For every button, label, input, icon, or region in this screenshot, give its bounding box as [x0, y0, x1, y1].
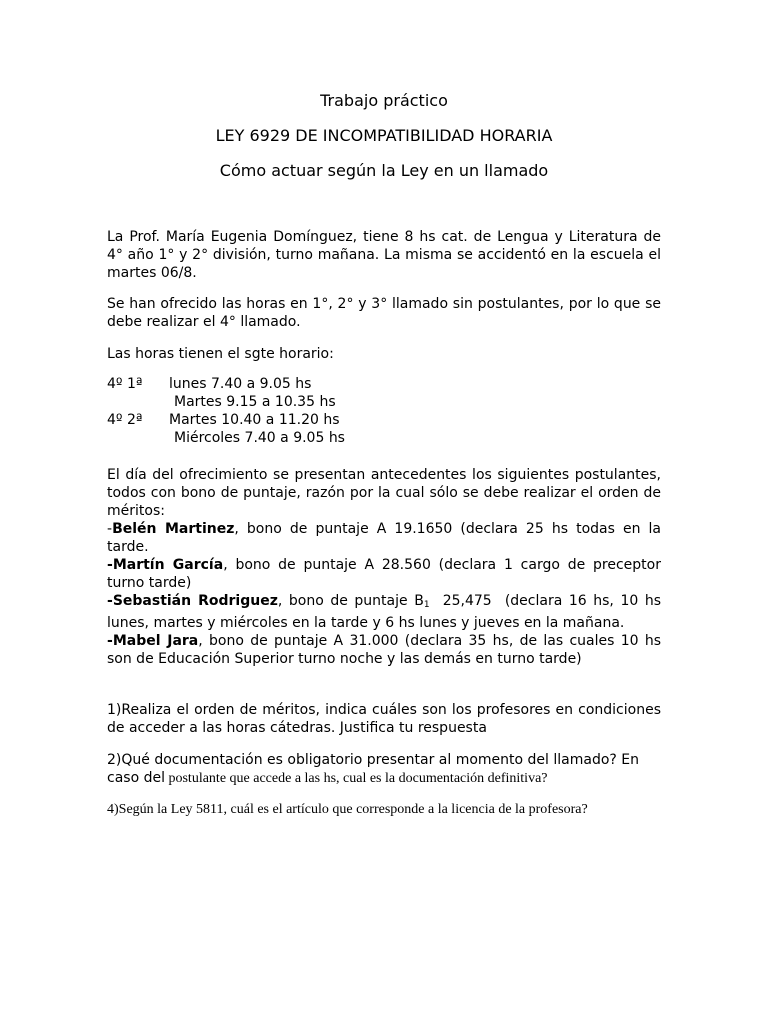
- document-subtitle: Cómo actuar según la Ley en un llamado: [219, 161, 549, 180]
- schedule-row: [107, 411, 407, 429]
- candidate-name: Belén Martinez: [112, 521, 235, 537]
- schedule-time: Martes 10.40 a 11.20 hs: [169, 412, 340, 428]
- schedule-row: [107, 375, 407, 393]
- schedule-group: 4º 2ª: [107, 412, 143, 428]
- document-title: Trabajo práctico: [320, 91, 448, 110]
- question-2: 2)Qué documentación es obligatorio presentar al momento del llamado? En caso del postulante que accede a las hs, cual es la documentación definitiva?: [107, 752, 640, 786]
- question-1: 1)Realiza el orden de méritos, indica cuáles son los profesores en condiciones de acceder a las horas cátedras. Justifica tu respuesta: [107, 702, 661, 736]
- schedule-time: Miércoles 7.40 a 9.05 hs: [174, 430, 345, 446]
- candidate-item: -Martín García, bono de puntaje A 28.560 (declara 1 cargo de preceptor turno tarde): [107, 557, 661, 591]
- candidates-section: [107, 466, 666, 668]
- schedule-group: 4º 1ª: [107, 376, 143, 392]
- schedule-list: [107, 375, 407, 447]
- question-4: 4)Según la Ley 5811, cuál es el artículo que corresponde a la licencia de la profesora?: [107, 802, 588, 817]
- schedule-time: lunes 7.40 a 9.05 hs: [169, 376, 312, 392]
- schedule-row: [107, 393, 407, 411]
- candidates-intro: El día del ofrecimiento se presentan antecedentes los siguientes postulantes, todos con bono de puntaje, razón por la cual sólo se debe realizar el orden de méritos:: [107, 467, 661, 519]
- schedule-time: Martes 9.15 a 10.35 hs: [174, 394, 336, 410]
- intro-paragraph-1: La Prof. María Eugenia Domínguez, tiene 8 hs cat. de Lengua y Literatura de 4° año 1° y 2° división, turno mañana. La misma se accidentó en la escuela el martes 06/8.: [107, 229, 661, 281]
- intro-paragraph-3: Las horas tienen el sgte horario:: [107, 346, 334, 362]
- candidate-item: -Sebastián Rodriguez, bono de puntaje $B_1$ 25,475 (declara 16 hs, 10 hs lunes, martes y miércoles en la tarde y 6 hs lunes y jueves en la mañana.: [107, 593, 666, 631]
- candidate-name: -Sebastián Rodriguez: [107, 593, 278, 609]
- candidate-name: -Mabel Jara: [107, 633, 199, 649]
- candidate-item: -Mabel Jara, bono de puntaje A 31.000 (declara 35 hs, de las cuales 10 hs son de Educación Superior turno noche y las demás en turno tarde): [107, 633, 662, 667]
- schedule-row: [107, 429, 407, 447]
- candidate-name: -Martín García: [107, 557, 224, 573]
- intro-paragraph-2: Se han ofrecido las horas en 1°, 2° y 3° llamado sin postulantes, por lo que se debe realizar el 4° llamado.: [107, 296, 661, 330]
- candidate-item: -Belén Martinez, bono de puntaje A 19.1650 (declara 25 hs todas en la tarde.: [107, 521, 662, 555]
- law-heading: LEY 6929 DE INCOMPATIBILIDAD HORARIA: [215, 126, 553, 145]
